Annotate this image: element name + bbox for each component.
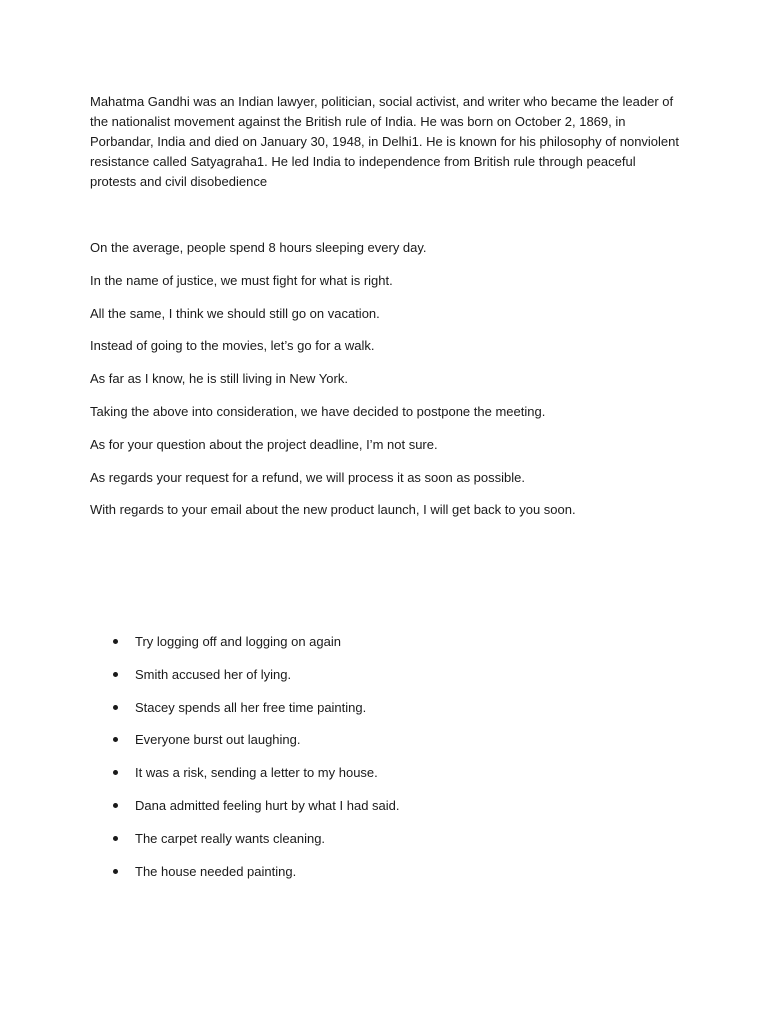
sentence-line: On the average, people spend 8 hours sleeping every day. — [90, 240, 427, 255]
list-item-text: The house needed painting. — [135, 863, 297, 879]
list-item — [90, 698, 690, 718]
sentence-list — [90, 238, 690, 533]
sentence-line: Instead of going to the movies, let’s go for a walk. — [90, 338, 375, 354]
list-item — [90, 665, 690, 685]
bullet-icon — [113, 803, 118, 808]
sentence-line: With regards to your email about the new product launch, I will get back to you soon. — [90, 502, 576, 518]
bullet-icon — [113, 836, 118, 841]
sentence-line: As regards your request for a refund, we will process it as soon as possible. — [90, 469, 525, 485]
bullet-icon — [113, 672, 118, 677]
list-item — [90, 763, 690, 783]
list-item-text: It was a risk, sending a letter to my house. — [135, 765, 378, 781]
list-item-text: Stacey spends all her free time painting. — [135, 699, 367, 715]
sentence-line: In the name of justice, we must fight for what is right. — [90, 272, 393, 288]
bullet-list — [90, 632, 690, 894]
list-item — [90, 632, 690, 652]
bullet-icon — [113, 639, 118, 644]
bullet-icon — [113, 737, 118, 742]
list-item — [90, 862, 690, 882]
list-item-text: Smith accused her of lying. — [135, 666, 292, 682]
list-item-text: The carpet really wants cleaning. — [135, 830, 326, 846]
list-item-text: Dana admitted feeling hurt by what I had said. — [135, 797, 400, 813]
sentence-line: All the same, I think we should still go on vacation. — [90, 305, 380, 321]
list-item — [90, 796, 690, 816]
list-item-text: Everyone burst out laughing. — [135, 732, 301, 748]
list-item-text: Try logging off and logging on again — [135, 634, 341, 649]
bullet-icon — [113, 705, 118, 710]
sentence-line: As for your question about the project deadline, I’m not sure. — [90, 436, 438, 452]
list-item — [90, 730, 690, 750]
sentence-line: As far as I know, he is still living in New York. — [90, 371, 348, 387]
gandhi-paragraph: Mahatma Gandhi was an Indian lawyer, politician, social activist, and writer who became the leader of the nationalist movement against the British rule of India. He was born on October 2, 1869, in Porbandar, India and died on January 30, 1948, in Delhi1. He is known for his philosophy of nonviolent resistance called Satyagraha1. He led India to independence from British rule through peaceful protests and civil disobedience — [90, 94, 679, 189]
bullet-icon — [113, 869, 118, 874]
bullet-icon — [113, 770, 118, 775]
sentence-line: Taking the above into consideration, we have decided to postpone the meeting. — [90, 403, 546, 419]
list-item — [90, 829, 690, 849]
